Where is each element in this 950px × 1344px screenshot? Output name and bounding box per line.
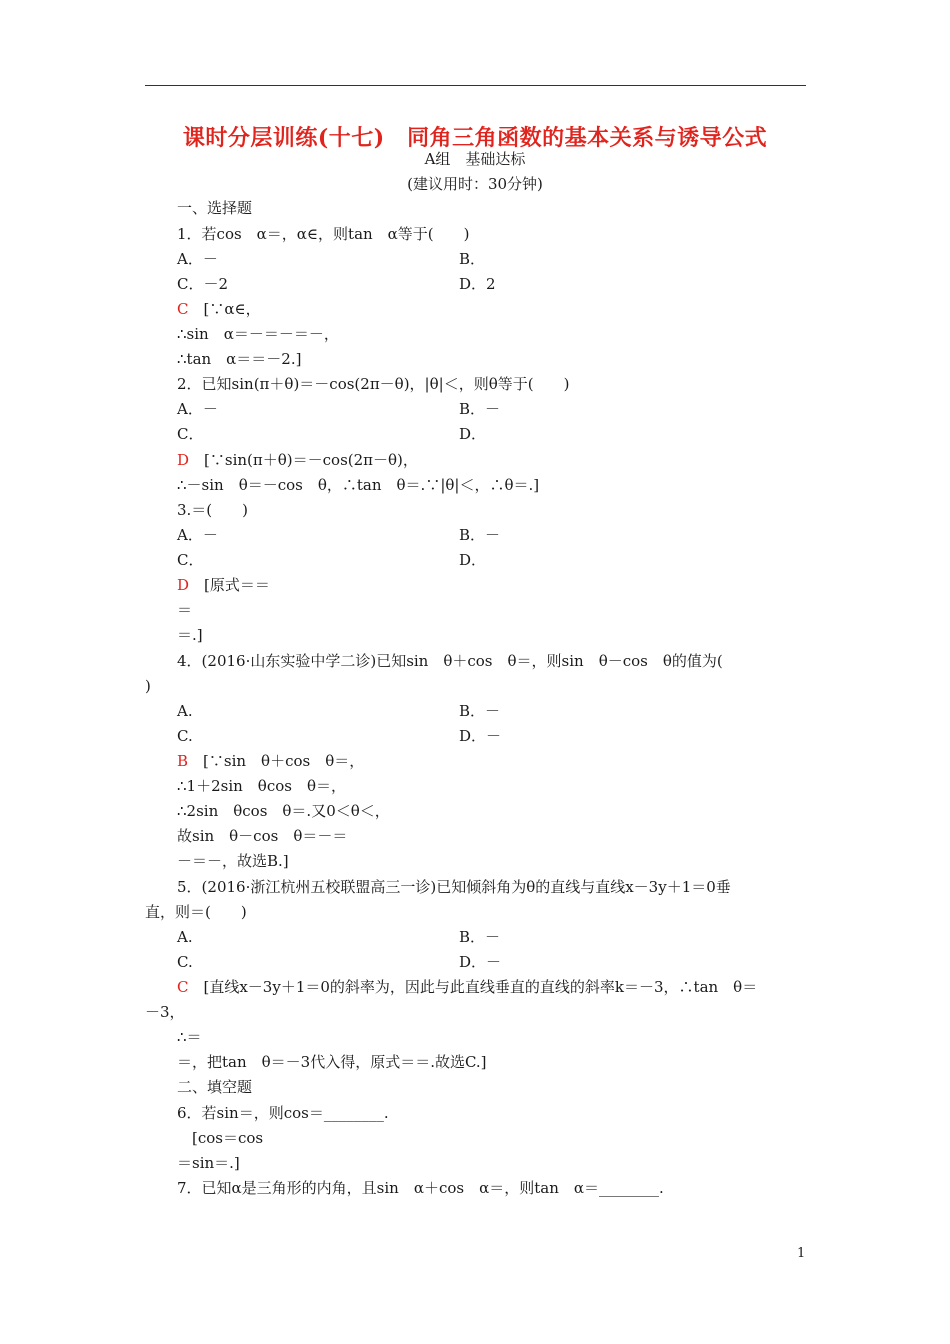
text-line [459, 249, 485, 269]
line-text: D．－ [459, 727, 502, 745]
line-text: ∴1＋2sin θcos θ＝， [177, 777, 346, 795]
text-line [177, 274, 228, 294]
text-line [177, 1077, 252, 1097]
text-line [177, 1178, 664, 1198]
text-line [177, 475, 539, 495]
text-line [177, 374, 569, 394]
line-text: ∴－sin θ＝－cos θ，∴tan θ＝.∵|θ|＜，∴θ＝.] [177, 476, 540, 494]
text-line [459, 399, 500, 419]
line-text: 直，则＝( ) [145, 903, 247, 921]
text-line [177, 399, 218, 419]
text-line [177, 600, 192, 620]
answer-letter: D [177, 451, 190, 469]
text-line [177, 324, 339, 344]
text-line [177, 299, 261, 319]
line-text: [∵α∈， [188, 300, 261, 318]
text-line [177, 927, 193, 947]
text-line [145, 1002, 185, 1022]
line-text: 6．若sin＝，则cos＝________. [177, 1104, 389, 1122]
text-line [177, 1128, 263, 1148]
line-text: ) [145, 677, 151, 695]
line-text: C． [177, 551, 204, 569]
line-text: [cos＝cos [177, 1129, 264, 1147]
line-text: ＝.] [177, 626, 203, 644]
line-text: －3， [145, 1003, 185, 1021]
time-hint: (建议用时：30分钟) [407, 175, 543, 193]
line-text: ＝，把tan θ＝－3代入得，原式＝＝.故选C.] [177, 1053, 487, 1071]
line-text: B．－ [459, 928, 501, 946]
group-label: A组 基础达标 [424, 150, 526, 168]
line-text: B． [459, 250, 486, 268]
text-line [459, 701, 500, 721]
line-text: 2．已知sin(π＋θ)＝－cos(2π－θ)，|θ|＜，则θ等于( ) [177, 375, 570, 393]
line-text: [直线x－3y＋1＝0的斜率为，因此与此直线垂直的直线的斜率k＝－3，∴tan θ＝ [188, 978, 758, 996]
line-text: ＝ [177, 601, 193, 619]
text-line [177, 751, 364, 771]
answer-letter: D [177, 576, 190, 594]
text-line [459, 550, 486, 570]
line-text: D．－ [459, 953, 502, 971]
text-line [177, 625, 203, 645]
line-text: A. [177, 702, 193, 720]
text-line [177, 249, 218, 269]
text-line [145, 676, 151, 696]
text-line [177, 575, 270, 595]
line-text: ∴sin α＝－＝－＝－， [177, 325, 339, 343]
line-text: C． [177, 425, 204, 443]
text-line [459, 726, 501, 746]
line-text: B．－ [459, 702, 501, 720]
line-text: A．－ [177, 400, 218, 418]
text-line [177, 877, 731, 897]
line-text: C．－2 [177, 275, 229, 293]
line-text: ∴＝ [177, 1028, 202, 1046]
text-line [177, 500, 248, 520]
text-line [177, 198, 252, 218]
line-text: 5．(2016·浙江杭州五校联盟高三一诊)已知倾斜角为θ的直线与直线x－3y＋1＝0垂 [177, 878, 731, 896]
text-line [177, 952, 193, 972]
line-text: ∴2sin θcos θ＝.又0＜θ＜， [177, 802, 390, 820]
line-text: D． [459, 425, 487, 443]
line-text: [∵sin θ＋cos θ＝， [188, 752, 365, 770]
text-line [177, 851, 289, 871]
page-number: 1 [797, 1246, 806, 1261]
line-text: 故sin θ－cos θ＝－＝ [177, 827, 348, 845]
text-line [177, 776, 346, 796]
text-line [145, 902, 247, 922]
line-text: B．－ [459, 526, 501, 544]
line-text: 3.＝( ) [177, 501, 249, 519]
line-text: D．2 [459, 275, 496, 293]
line-text: ∴tan α＝＝－2.] [177, 350, 302, 368]
line-text: A．－ [177, 250, 218, 268]
text-line [177, 1052, 487, 1072]
line-text: A．－ [177, 526, 218, 544]
text-line [459, 274, 496, 294]
line-text: C. [177, 727, 193, 745]
answer-letter: C [177, 300, 189, 318]
text-line [177, 525, 218, 545]
text-line [177, 1027, 202, 1047]
line-text: 7．已知α是三角形的内角，且sin α＋cos α＝，则tan α＝________. [177, 1179, 664, 1197]
text-line [177, 701, 193, 721]
line-text: 4．(2016·山东实验中学二诊)已知sin θ＋cos θ＝，则sin θ－cos θ的值为( [177, 652, 723, 670]
line-text: 1．若cos α＝，α∈，则tan α等于( ) [177, 225, 470, 243]
text-line [177, 651, 723, 671]
text-line [177, 424, 203, 444]
line-text: A. [177, 928, 193, 946]
text-line [177, 1153, 240, 1173]
text-line [177, 801, 390, 821]
text-line [177, 450, 418, 470]
line-text: －＝－，故选B.] [177, 852, 289, 870]
page-title: 课时分层训练(十七) 同角三角函数的基本关系与诱导公式 [182, 125, 768, 151]
text-line [459, 424, 486, 444]
text-line [177, 349, 301, 369]
text-line [177, 224, 470, 244]
line-text: C. [177, 953, 193, 971]
answer-letter: C [177, 978, 189, 996]
text-line [177, 1103, 389, 1123]
text-line [177, 726, 193, 746]
text-line [459, 952, 501, 972]
line-text: [原式＝＝ [189, 576, 270, 594]
text-line [177, 550, 203, 570]
text-line [177, 826, 347, 846]
answer-letter: B [177, 752, 189, 770]
line-text: 二、填空题 [177, 1078, 253, 1096]
text-line [177, 977, 757, 997]
line-text: D． [459, 551, 487, 569]
text-line [459, 927, 500, 947]
line-text: B．－ [459, 400, 501, 418]
line-text: ＝sin＝.] [177, 1154, 240, 1172]
header-rule [145, 85, 806, 86]
text-line [459, 525, 500, 545]
line-text: [∵sin(π＋θ)＝－cos(2π－θ)， [189, 451, 418, 469]
line-text: 一、选择题 [177, 199, 253, 217]
